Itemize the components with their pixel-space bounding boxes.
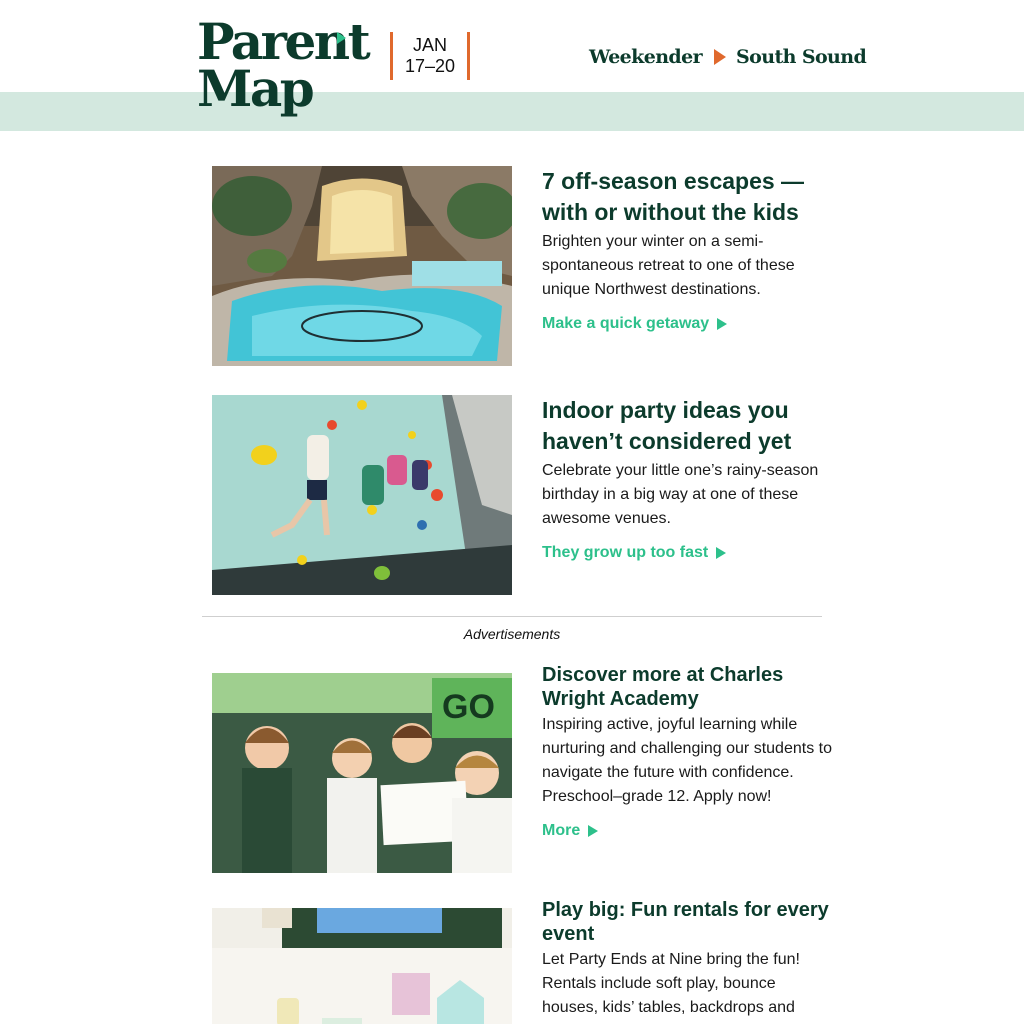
article-image-climbing[interactable] bbox=[212, 395, 512, 595]
article-link[interactable] bbox=[542, 541, 726, 565]
ad-text bbox=[542, 898, 832, 1020]
arrow-right-icon bbox=[714, 49, 726, 65]
article-title[interactable]: 7 off-season escapes — with or without the kids bbox=[542, 168, 805, 225]
logo-triangle-icon bbox=[337, 32, 346, 44]
ads-label: Advertisements bbox=[463, 626, 561, 642]
article-image-pool[interactable] bbox=[212, 166, 512, 366]
article-link-label: Make a quick getaway bbox=[542, 315, 710, 332]
section-divider bbox=[202, 616, 822, 617]
play-arrow-icon bbox=[717, 318, 727, 330]
article-link-label: They grow up too fast bbox=[542, 544, 709, 561]
article-text bbox=[542, 166, 832, 336]
date-month: JAN bbox=[412, 35, 447, 55]
ad-link-label: More bbox=[542, 822, 581, 839]
ad-image-students[interactable] bbox=[212, 673, 512, 873]
play-arrow-icon bbox=[716, 547, 726, 559]
logo-line-1: Parent bbox=[197, 12, 369, 71]
logo-line-2: Map bbox=[197, 59, 313, 118]
edition-breadcrumb bbox=[589, 44, 866, 70]
article-description: Celebrate your little one’s rainy-season birthday in a big way at one of these awesome venues. bbox=[542, 462, 819, 527]
email-header bbox=[0, 0, 1024, 92]
article-title[interactable]: Indoor party ideas you haven’t considered yet bbox=[542, 397, 792, 454]
parentmap-logo[interactable] bbox=[197, 12, 369, 122]
ad-text bbox=[542, 663, 832, 843]
article-link[interactable] bbox=[542, 312, 727, 336]
date-badge bbox=[390, 32, 470, 80]
header-band bbox=[0, 92, 1024, 131]
ad-image-soft-play[interactable] bbox=[212, 908, 512, 1024]
play-arrow-icon bbox=[588, 825, 598, 837]
article-text bbox=[542, 395, 832, 565]
ad-description: Inspiring active, joyful learning while nurturing and challenging our students to navigate the future with confidence. Preschool–grade 12. Apply now! bbox=[542, 716, 832, 805]
date-range: 17–20 bbox=[404, 56, 456, 76]
ad-link[interactable] bbox=[542, 819, 598, 843]
article-description: Brighten your winter on a semi-spontaneous retreat to one of these unique Northwest destinations. bbox=[542, 233, 795, 298]
ad-title[interactable]: Discover more at Charles Wright Academy bbox=[542, 664, 784, 710]
ad-sign-go: GO bbox=[442, 688, 495, 726]
ad-description: Let Party Ends at Nine bring the fun! Rentals include soft play, bounce houses, kids’ tables, backdrops and bbox=[542, 951, 800, 1016]
ad-title[interactable]: Play big: Fun rentals for every event bbox=[542, 899, 829, 945]
nav-south-sound[interactable]: South Sound bbox=[736, 46, 867, 68]
nav-weekender[interactable]: Weekender bbox=[589, 46, 703, 68]
